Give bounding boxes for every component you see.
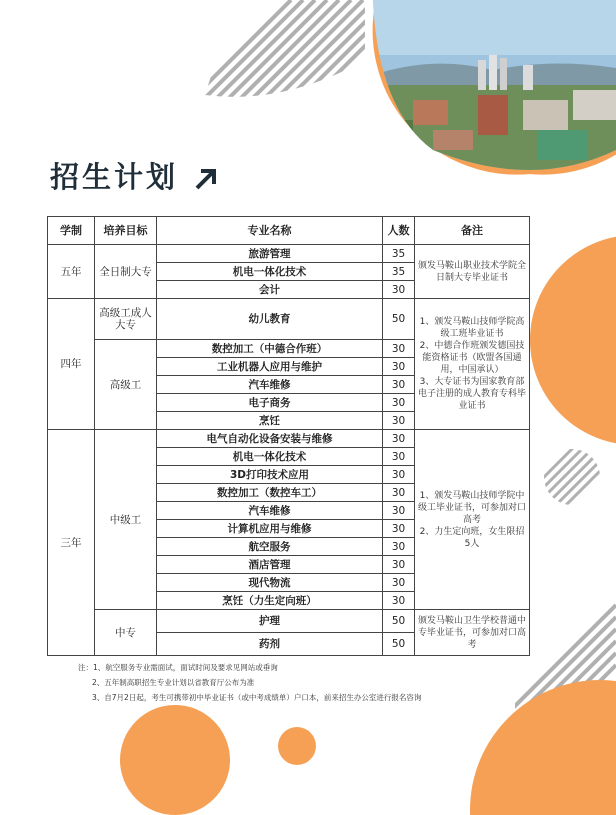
campus-photo <box>373 0 616 178</box>
page-title: 招生计划 <box>50 160 179 194</box>
count-cell: 30 <box>383 520 415 538</box>
count-cell: 30 <box>383 358 415 376</box>
count-cell: 30 <box>383 574 415 592</box>
major-cell: 机电一体化技术 <box>157 263 383 281</box>
remark-cell: 颁发马鞍山卫生学校普通中专毕业证书，可参加对口高考 <box>415 610 530 656</box>
header-remark: 备注 <box>415 217 530 245</box>
system-cell: 五年 <box>48 245 95 299</box>
remark-cell: 1、颁发马鞍山技师学院高级工班毕业证书 2、中德合作班颁发德国技能资格证书（欧盟各国通用，中国承认） 3、大专证书为国家教育部电子注册的成人教育专科毕业证书 <box>415 299 530 430</box>
major-cell: 数控加工（数控车工） <box>157 484 383 502</box>
major-cell: 药剂 <box>157 633 383 656</box>
count-cell: 30 <box>383 592 415 610</box>
count-cell: 30 <box>383 394 415 412</box>
table-header-row <box>48 217 530 245</box>
major-cell: 汽车维修 <box>157 376 383 394</box>
system-cell: 三年 <box>48 430 95 656</box>
orange-circle-right <box>520 235 616 445</box>
count-cell: 30 <box>383 430 415 448</box>
count-cell: 30 <box>383 484 415 502</box>
count-cell: 50 <box>383 633 415 656</box>
table-row <box>48 610 530 633</box>
remark-cell: 1、颁发马鞍山技师学院中级工毕业证书，可参加对口高考 2、力生定向班，女生限招5人 <box>415 430 530 610</box>
major-cell: 护理 <box>157 610 383 633</box>
major-cell: 航空服务 <box>157 538 383 556</box>
goal-cell: 高级工成人大专 <box>95 299 157 340</box>
major-cell: 旅游管理 <box>157 245 383 263</box>
major-cell: 会计 <box>157 281 383 299</box>
goal-cell: 中专 <box>95 610 157 656</box>
header-goal: 培养目标 <box>95 217 157 245</box>
footnote: 注：1、航空服务专业需面试，面试时间及要求见网站或垂询 <box>78 663 278 672</box>
major-cell: 烹饪（力生定向班） <box>157 592 383 610</box>
enrollment-plan-table <box>47 216 530 656</box>
footnote: 3、自7月2日起，考生可携带初中毕业证书（或中考成绩单）户口本，前来招生办公室进行报名咨询 <box>92 693 422 702</box>
major-cell: 机电一体化技术 <box>157 448 383 466</box>
count-cell: 30 <box>383 502 415 520</box>
major-cell: 数控加工（中德合作班） <box>157 340 383 358</box>
major-cell: 幼儿教育 <box>157 299 383 340</box>
major-cell: 烹饪 <box>157 412 383 430</box>
count-cell: 30 <box>383 448 415 466</box>
count-cell: 35 <box>383 245 415 263</box>
count-cell: 50 <box>383 299 415 340</box>
table-row <box>48 245 530 263</box>
goal-cell: 高级工 <box>95 340 157 430</box>
goal-cell: 中级工 <box>95 430 157 610</box>
decorative-stripes-circle <box>543 448 601 506</box>
major-cell: 3D打印技术应用 <box>157 466 383 484</box>
orange-circle-bottom-left <box>115 700 235 815</box>
footnote: 2、五年制高职招生专业计划以省教育厅公布为准 <box>92 678 255 687</box>
count-cell: 30 <box>383 340 415 358</box>
count-cell: 30 <box>383 538 415 556</box>
count-cell: 30 <box>383 412 415 430</box>
major-cell: 计算机应用与维修 <box>157 520 383 538</box>
header-count: 人数 <box>383 217 415 245</box>
major-cell: 酒店管理 <box>157 556 383 574</box>
major-cell: 工业机器人应用与维护 <box>157 358 383 376</box>
count-cell: 30 <box>383 556 415 574</box>
goal-cell: 全日制大专 <box>95 245 157 299</box>
count-cell: 35 <box>383 263 415 281</box>
table-row <box>48 299 530 340</box>
footnotes <box>78 660 502 705</box>
table-row <box>48 430 530 448</box>
arrow-up-right-icon <box>193 166 219 192</box>
header-system: 学制 <box>48 217 95 245</box>
count-cell: 30 <box>383 281 415 299</box>
major-cell: 电子商务 <box>157 394 383 412</box>
major-cell: 汽车维修 <box>157 502 383 520</box>
header-major: 专业名称 <box>157 217 383 245</box>
major-cell: 现代物流 <box>157 574 383 592</box>
count-cell: 30 <box>383 466 415 484</box>
count-cell: 50 <box>383 610 415 633</box>
major-cell: 电气自动化设备安装与维修 <box>157 430 383 448</box>
system-cell: 四年 <box>48 299 95 430</box>
count-cell: 30 <box>383 376 415 394</box>
orange-dot-small <box>276 725 318 767</box>
remark-cell: 颁发马鞍山职业技术学院全日制大专毕业证书 <box>415 245 530 299</box>
